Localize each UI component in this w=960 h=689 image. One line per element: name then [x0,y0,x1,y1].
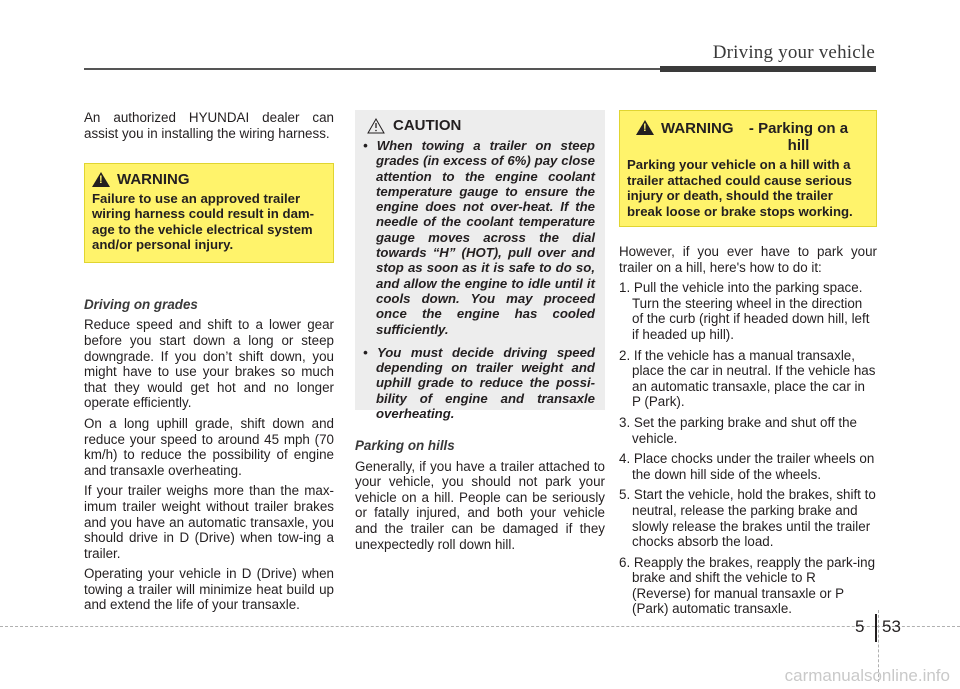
caution-title: CAUTION [393,117,462,135]
warning-box-wiring [84,163,334,263]
steps-list [619,280,877,617]
footer-rule [0,626,960,627]
paragraph: On a long uphill grade, shift down and reduce your speed to around 45 mph (70 km/h) to reduce the possibility of engine and transaxle overheating. [84,415,334,478]
warning-box-parking [619,110,877,227]
paragraph: Operating your vehicle in D (Drive) when towing a trailer will minimize heat build up and extend the life of your transaxle. [84,566,334,613]
caution-item: • When towing a trailer on steep grades (in excess of 6%) pay close attention to the engine coolant temperature gauge to ensure the engine does not over-heat. If the needle of the coolant temperature gauge moves across the dial towards “H” (HOT), pull over and stop as soon as it is safe to do so, and allow the engine to idle until it cools down. You may proceed once the engine has cooled sufficiently. [363,138,595,337]
page-separator [875,614,877,642]
warning-text: Parking your vehicle on a hill with a trailer attached could cause serious injury or death, should the trailer break loose or brake stops working. [627,157,853,219]
step-item: 3. Set the parking brake and shut off the vehicle. [619,414,857,446]
caution-item: • You must decide driving speed depending on trailer weight and uphill grade to reduce the possi-bility of engine and transaxle overheating. [363,344,595,422]
intro-paragraph: An authorized HYUNDAI dealer can assist you in installing the wiring harness. [84,110,334,141]
warning-title: WARNING [117,171,190,189]
intro-paragraph: However, if you ever have to park your trailer on a hill, here's how to do it: [619,244,877,275]
caution-heading [363,118,595,134]
subhead-driving-on-grades: Driving on grades [84,296,198,312]
caution-icon [367,118,385,134]
column-1 [84,110,334,618]
subhead-parking-on-hills: Parking on hills [355,438,455,453]
column-3 [619,110,877,622]
warning-heading [92,172,325,188]
step-item: 2. If the vehicle has a manual transaxle, place the car in neutral. If the vehicle has an automatic transaxle, place the car in P (Park). [619,347,876,410]
step-item: 5. Start the vehicle, hold the brakes, shift to neutral, release the parking brake and slowly release the brakes until the trailer chocks absorb the load. [619,487,876,550]
step-item: 1. Pull the vehicle into the parking space. Turn the steering wheel in the direction of the curb (right if headed down hill, left if headed up hill). [619,280,870,342]
page-number: 53 [882,617,901,636]
warning-subtitle: - Parking on a hill [748,120,849,154]
section-number: 5 [855,617,865,636]
paragraph: Generally, if you have a trailer attached to your vehicle, you should not park your vehicle on a hill. People can be seriously or fatally injured, and both your vehicle and the trailer can be damaged if they unexpectedly roll down hill. [355,458,605,552]
warning-icon: ! [636,120,654,135]
watermark: carmanualsonline.info [784,666,950,685]
warning-text: Failure to use an approved trailer wiring harness could result in dam-age to the vehicle electrical system and/or personal injury. [92,190,315,253]
paragraph: If your trailer weighs more than the max-imum trailer weight without trailer brakes and you have an automatic transaxle, you should drive in D (Drive) when tow-ing a trailer. [84,483,334,561]
caution-list [363,138,595,421]
warning-heading [636,120,868,154]
header-bar [660,66,876,72]
header-rule [84,68,660,70]
warning-title: WARNING [661,120,734,137]
step-item: 4. Place chocks under the trailer wheels on the down hill side of the wheels. [619,451,875,482]
warning-icon: ! [92,172,110,187]
column-2 [355,110,605,557]
chapter-title: Driving your vehicle [712,42,875,63]
step-item: 6. Reapply the brakes, reapply the park-ing brake and shift the vehicle to R (Reverse) for manual transaxle or P (Park) automatic transaxle. [619,554,876,617]
paragraph: Reduce speed and shift to a lower gear before you start down a long or steep downgrade. If you don’t shift down, you might have to use your brakes so much that they would get hot and no longer operate efficiently. [84,317,334,411]
caution-box [355,110,605,422]
